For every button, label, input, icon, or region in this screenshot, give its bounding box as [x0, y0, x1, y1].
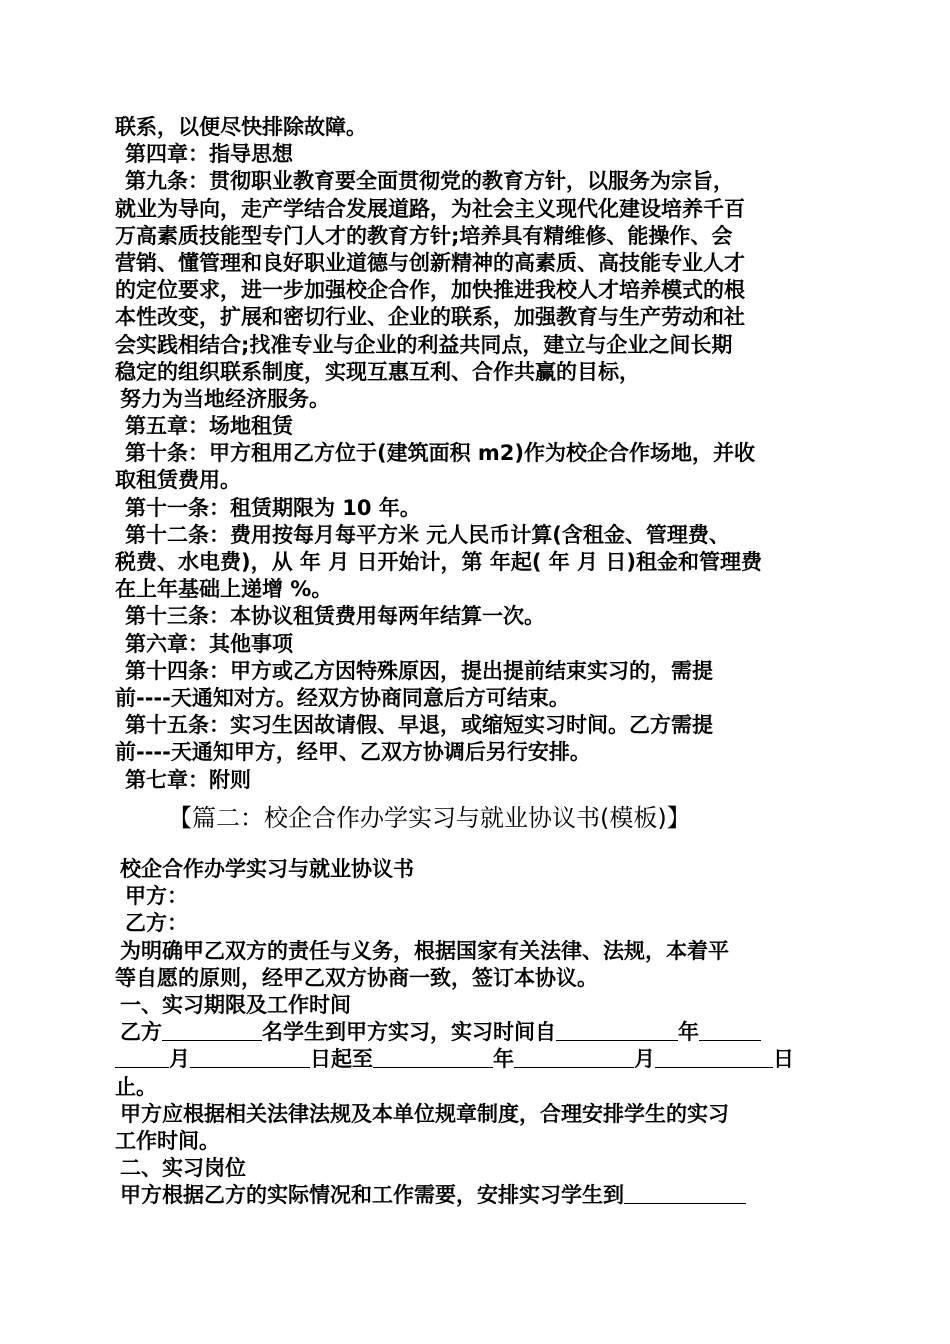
fill-text: 日 — [773, 1047, 794, 1072]
text-line: 第十四条：甲方或乙方因特殊原因，提出提前结束实习的，需提 — [125, 658, 713, 683]
fill-in-line — [115, 1182, 845, 1209]
fill-blank[interactable] — [162, 1020, 262, 1041]
text-line: 第十三条：本协议租赁费用每两年结算一次。 — [125, 604, 545, 629]
fill-text: 名学生到甲方实习，实习时间自 — [262, 1020, 556, 1045]
text-line: 万高素质技能型专门人才的教育方针;培养具有精维修、能操作、会 — [115, 223, 733, 248]
fill-text: 月 — [169, 1047, 190, 1072]
text-line: 第十二条：费用按每月每平方米 元人民币计算(含租金、管理费、 — [125, 522, 730, 547]
chapter-heading: 第六章：其他事项 — [125, 631, 293, 656]
text-line: 为明确甲乙双方的责任与义务，根据国家有关法律、法规，本着平 — [120, 938, 729, 963]
fill-blank[interactable] — [556, 1020, 678, 1041]
fill-in-line — [115, 1046, 845, 1073]
text-line: 第九条：贯彻职业教育要全面贯彻党的教育方针，以服务为宗旨， — [125, 169, 734, 194]
text-line: 在上年基础上递增 %。 — [115, 577, 333, 602]
text-line: 前----天通知对方。经双方协商同意后方可结束。 — [115, 685, 570, 710]
fill-blank[interactable] — [624, 1183, 746, 1204]
part2-text — [115, 856, 845, 1209]
text-line: 营销、懂管理和良好职业道德与创新精神的高素质、高技能专业人才 — [115, 250, 745, 275]
chapter-heading: 第五章：场地租赁 — [125, 414, 293, 439]
fill-text: 月 — [634, 1047, 655, 1072]
text-line: 取租赁费用。 — [115, 468, 241, 493]
text-line: 第十五条：实习生因故请假、早退，或缩短实习时间。乙方需提 — [125, 713, 713, 738]
fill-text: 年 — [678, 1020, 699, 1045]
fill-blank[interactable] — [699, 1020, 761, 1041]
fill-blank[interactable] — [115, 1047, 169, 1068]
fill-text: 年 — [493, 1047, 514, 1072]
party-b-label: 乙方： — [125, 911, 188, 936]
section-heading: 【篇二：校企合作办学实习与就业协议书(模板)】 — [168, 804, 691, 832]
fill-blank[interactable] — [373, 1047, 493, 1068]
agreement-title: 校企合作办学实习与就业协议书 — [120, 857, 414, 881]
text-line: 会实践相结合;找准专业与企业的利益共同点，建立与企业之间长期 — [115, 332, 733, 357]
text-line: 稳定的组织联系制度，实现互惠互利、合作共赢的目标， — [115, 359, 640, 384]
text-line: 工作时间。 — [115, 1128, 220, 1153]
chapter-heading: 第四章：指导思想 — [125, 142, 293, 167]
part1-text — [115, 114, 845, 794]
section-title: 一、实习期限及工作时间 — [120, 992, 351, 1017]
text-line: 前----天通知甲方，经甲、乙双方协调后另行安排。 — [115, 740, 591, 765]
text-line: 的定位要求，进一步加强校企合作，加快推进我校人才培养模式的根 — [115, 278, 745, 303]
text-line: 第十条：甲方租用乙方位于(建筑面积 m2)作为校企合作场地，并收 — [125, 441, 755, 466]
fill-text: 乙方 — [120, 1020, 162, 1045]
text-line: 联系，以便尽快排除故障。 — [115, 115, 367, 139]
text-line: 就业为导向，走产学结合发展道路，为社会主义现代化建设培养千百 — [115, 196, 745, 221]
fill-blank[interactable] — [514, 1047, 634, 1068]
text-line: 等自愿的原则，经甲乙双方协商一致，签订本协议。 — [115, 965, 598, 990]
text-line: 努力为当地经济服务。 — [120, 386, 330, 411]
text-line: 止。 — [115, 1074, 157, 1099]
text-line: 税费、水电费)，从 年 月 日开始计，第 年起( 年 月 日)租金和管理费 — [115, 550, 762, 574]
text-line: 甲方应根据相关法律法规及本单位规章制度，合理安排学生的实习 — [120, 1101, 729, 1126]
fill-in-line — [115, 1019, 845, 1046]
party-a-label: 甲方： — [125, 884, 188, 909]
text-line: 第十一条：租赁期限为 10 年。 — [125, 495, 421, 520]
fill-blank[interactable] — [190, 1047, 310, 1068]
text-line: 本性改变，扩展和密切行业、企业的联系，加强教育与生产劳动和社 — [115, 305, 745, 330]
chapter-heading: 第七章：附则 — [125, 767, 251, 792]
fill-blank[interactable] — [655, 1047, 773, 1068]
fill-text: 甲方根据乙方的实际情况和工作需要，安排实习学生到 — [120, 1183, 624, 1208]
section-title: 二、实习岗位 — [120, 1156, 246, 1181]
fill-text: 日起至 — [310, 1047, 373, 1072]
